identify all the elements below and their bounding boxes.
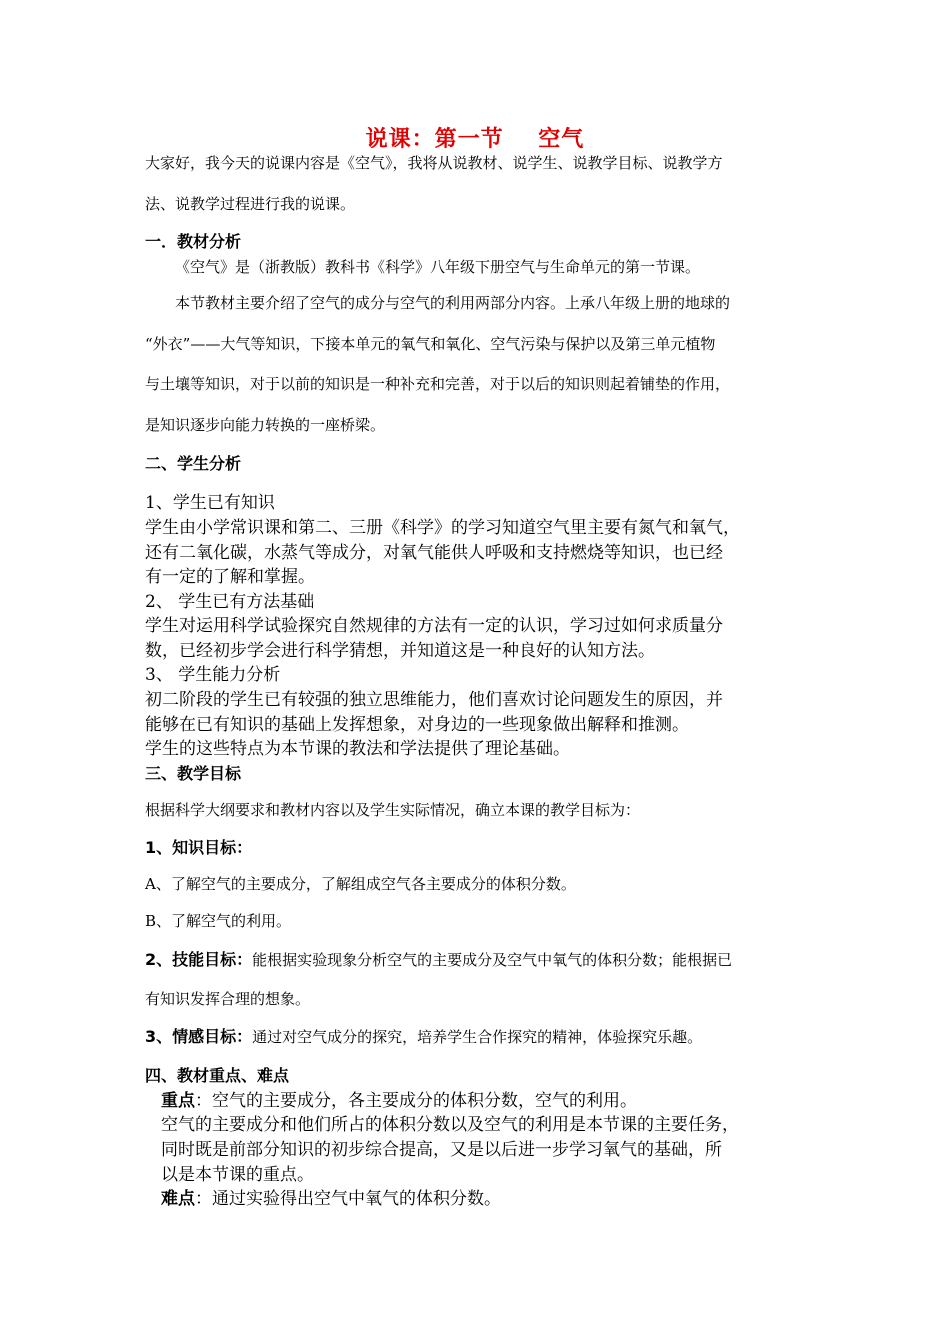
section-1-line-3: “外衣”——大气等知识，下接本单元的氧气和氧化、空气污染与保护以及第三单元植物 (145, 335, 716, 353)
section-2-line-4: 有一定的了解和掌握。 (145, 567, 315, 587)
section-3-heading: 三、教学目标 (145, 764, 242, 783)
page-title: 说课：第一节 空气 (365, 127, 585, 152)
section-2-line-7: 数，已经初步学会进行科学猜想，并知道这是一种良好的认知方法。 (145, 641, 655, 661)
section-2-line-5: 2、 学生已有方法基础 (145, 592, 315, 612)
key-point-detail-3: 以是本节课的重点。 (161, 1165, 314, 1185)
section-2-line-6: 学生对运用科学试验探究自然规律的方法有一定的认识，学习过如何求质量分 (145, 616, 723, 636)
emotion-goal-line (145, 1024, 702, 1047)
section-2-line-3: 还有二氧化碳，水蒸气等成分，对氧气能供人呼吸和支持燃烧等知识，也已经 (145, 543, 723, 563)
section-2-line-10: 能够在已有知识的基础上发挥想象，对身边的一些现象做出解释和推测。 (145, 715, 689, 735)
skill-goal-label: 2、技能目标： (145, 950, 253, 969)
section-1-line-5: 是知识逐步向能力转换的一座桥梁。 (145, 416, 386, 434)
section-3-intro: 根据科学大纲要求和教材内容以及学生实际情况，确立本课的教学目标为： (145, 801, 641, 819)
key-point-line (161, 1086, 637, 1111)
intro-line-1: 大家好，我今天的说课内容是《空气》，我将从说教材、说学生、说教学目标、说教学方 (145, 154, 723, 172)
section-2-line-11: 学生的这些特点为本节课的教法和学法提供了理论基础。 (145, 739, 570, 759)
skill-goal-text: 能根据实验现象分析空气的主要成分及空气中氧气的体积分数；能根据已 (252, 951, 733, 969)
section-4-heading: 四、教材重点、难点 (145, 1066, 290, 1085)
section-2-line-8: 3、 学生能力分析 (145, 665, 281, 685)
section-1-line-4: 与土壤等知识，对于以前的知识是一种补充和完善，对于以后的知识则起着铺垫的作用， (145, 375, 731, 393)
key-point-detail-1: 空气的主要成分和他们所占的体积分数以及空气的利用是本节课的主要任务， (161, 1115, 739, 1135)
section-2-line-1: 1、学生已有知识 (145, 493, 275, 513)
key-point-text: ：空气的主要成分，各主要成分的体积分数，空气的利用。 (195, 1091, 637, 1111)
skill-goal-line (145, 947, 732, 970)
difficulty-label: 难点 (161, 1189, 195, 1209)
difficulty-text: ：通过实验得出空气中氧气的体积分数。 (195, 1189, 501, 1209)
key-point-label: 重点 (161, 1091, 195, 1111)
skill-goal-line-2: 有知识发挥合理的想象。 (145, 990, 311, 1008)
emotion-goal-text: 通过对空气成分的探究，培养学生合作探究的精神，体验探究乐趣。 (252, 1028, 703, 1046)
knowledge-goal-b: B、了解空气的利用。 (145, 912, 292, 930)
section-1-line-2: 本节教材主要介绍了空气的成分与空气的利用两部分内容。上承八年级上册的地球的 (175, 294, 731, 312)
knowledge-goal-a: A、了解空气的主要成分，了解组成空气各主要成分的体积分数。 (145, 875, 576, 893)
knowledge-goal-label: 1、知识目标： (145, 838, 253, 857)
section-1-line-1: 《空气》是（浙教版）教科书《科学》八年级下册空气与生命单元的第一节课。 (175, 258, 701, 276)
intro-line-2: 法、说教学过程进行我的说课。 (145, 195, 356, 213)
section-2-line-9: 初二阶段的学生已有较强的独立思维能力，他们喜欢讨论问题发生的原因，并 (145, 690, 723, 710)
section-1-heading: 一．教材分析 (145, 232, 242, 251)
emotion-goal-label: 3、情感目标： (145, 1027, 253, 1046)
section-2-line-2: 学生由小学常识课和第二、三册《科学》的学习知道空气里主要有氮气和氧气， (145, 518, 740, 538)
section-2-heading: 二、学生分析 (145, 454, 242, 473)
difficulty-line (161, 1184, 501, 1209)
key-point-detail-2: 同时既是前部分知识的初步综合提高，又是以后进一步学习氧气的基础，所 (161, 1140, 722, 1160)
